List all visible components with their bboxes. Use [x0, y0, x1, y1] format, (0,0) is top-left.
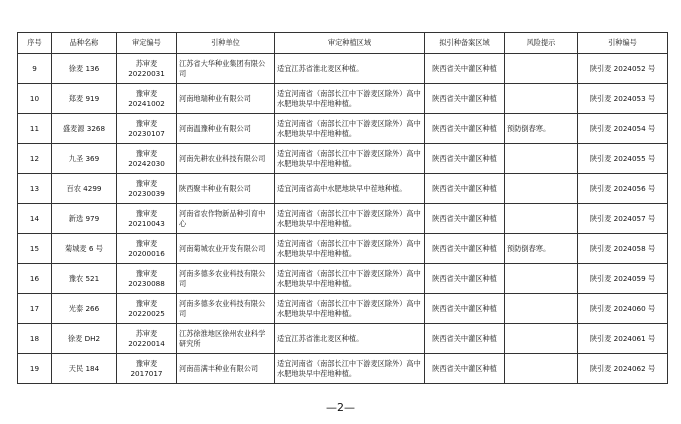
cell-variety: 徐麦 136 — [52, 54, 117, 84]
cell-intro-no: 陕引麦 2024062 号 — [578, 354, 668, 384]
table-row — [18, 144, 668, 174]
header-variety: 品种名称 — [52, 33, 117, 54]
cell-approval-no: 豫审麦 20242030 — [117, 144, 177, 174]
cell-risk — [505, 324, 578, 354]
cell-intro-region: 陕西省关中灌区种植 — [425, 204, 505, 234]
cell-approved-region: 适宜河南省（南部长江中下游麦区除外）高中水肥地块早中茬地种植。 — [275, 234, 425, 264]
variety-table — [17, 32, 668, 384]
cell-intro-no: 陕引麦 2024057 号 — [578, 204, 668, 234]
cell-risk — [505, 54, 578, 84]
cell-variety: 盛麦源 3268 — [52, 114, 117, 144]
cell-intro-unit: 河南地瑞种业有限公司 — [177, 84, 275, 114]
cell-risk — [505, 204, 578, 234]
cell-intro-no: 陕引麦 2024060 号 — [578, 294, 668, 324]
cell-intro-unit: 河南苗满丰种业有限公司 — [177, 354, 275, 384]
page-number: —2— — [326, 401, 355, 414]
cell-index: 14 — [18, 204, 52, 234]
cell-risk — [505, 264, 578, 294]
cell-approved-region: 适宜河南省（南部长江中下游麦区除外）高中水肥地块早中茬地种植。 — [275, 264, 425, 294]
table-row — [18, 54, 668, 84]
cell-intro-no: 陕引麦 2024059 号 — [578, 264, 668, 294]
cell-approved-region: 适宜河南省（南部长江中下游麦区除外）高中水肥地块早中茬地种植。 — [275, 114, 425, 144]
table-row — [18, 114, 668, 144]
table-row — [18, 294, 668, 324]
cell-approved-region: 适宜河南省（南部长江中下游麦区除外）高中水肥地块早中茬地种植。 — [275, 294, 425, 324]
cell-intro-region: 陕西省关中灌区种植 — [425, 264, 505, 294]
cell-index: 15 — [18, 234, 52, 264]
cell-intro-no: 陕引麦 2024054 号 — [578, 114, 668, 144]
cell-variety: 天民 184 — [52, 354, 117, 384]
table-row — [18, 264, 668, 294]
cell-approval-no: 苏审麦 20220031 — [117, 54, 177, 84]
cell-approved-region: 适宜河南省（南部长江中下游麦区除外）高中水肥地块早中茬地种植。 — [275, 84, 425, 114]
cell-intro-unit: 河南先耕农业科技有限公司 — [177, 144, 275, 174]
cell-intro-region: 陕西省关中灌区种植 — [425, 324, 505, 354]
table-row — [18, 84, 668, 114]
cell-intro-no: 陕引麦 2024056 号 — [578, 174, 668, 204]
cell-risk — [505, 144, 578, 174]
cell-intro-unit: 河南多德多农业科技有限公司 — [177, 294, 275, 324]
cell-variety: 光泰 266 — [52, 294, 117, 324]
cell-intro-unit: 河南菊城农业开发有限公司 — [177, 234, 275, 264]
cell-approved-region: 适宜江苏省淮北麦区种植。 — [275, 54, 425, 84]
cell-variety: 豫农 521 — [52, 264, 117, 294]
cell-approval-no: 豫审麦 20241002 — [117, 84, 177, 114]
table-row — [18, 234, 668, 264]
cell-intro-region: 陕西省关中灌区种植 — [425, 354, 505, 384]
table-header-row — [18, 33, 668, 54]
cell-approval-no: 豫审麦 20220025 — [117, 294, 177, 324]
cell-index: 17 — [18, 294, 52, 324]
cell-intro-region: 陕西省关中灌区种植 — [425, 174, 505, 204]
cell-index: 11 — [18, 114, 52, 144]
cell-approved-region: 适宜河南省（南部长江中下游麦区除外）高中水肥地块早中茬地种植。 — [275, 354, 425, 384]
cell-variety: 百农 4299 — [52, 174, 117, 204]
cell-approval-no: 豫审麦 20230039 — [117, 174, 177, 204]
cell-approval-no: 豫审麦 20230107 — [117, 114, 177, 144]
cell-index: 9 — [18, 54, 52, 84]
cell-variety: 新选 979 — [52, 204, 117, 234]
cell-approved-region: 适宜河南省（南部长江中下游麦区除外）高中水肥地块早中茬地种植。 — [275, 144, 425, 174]
cell-intro-unit: 河南多德多农业科技有限公司 — [177, 264, 275, 294]
cell-index: 10 — [18, 84, 52, 114]
cell-approved-region: 适宜河南省高中水肥地块早中茬地种植。 — [275, 174, 425, 204]
cell-index: 18 — [18, 324, 52, 354]
cell-index: 12 — [18, 144, 52, 174]
cell-intro-region: 陕西省关中灌区种植 — [425, 54, 505, 84]
table-row — [18, 324, 668, 354]
cell-approval-no: 豫审麦 20230088 — [117, 264, 177, 294]
cell-variety: 徐麦 DH2 — [52, 324, 117, 354]
cell-risk — [505, 294, 578, 324]
cell-approval-no: 苏审麦 20220014 — [117, 324, 177, 354]
cell-intro-unit: 河南温豫种业有限公司 — [177, 114, 275, 144]
cell-intro-unit: 江苏徐淮地区徐州农业科学研究所 — [177, 324, 275, 354]
header-intro-no: 引种编号 — [578, 33, 668, 54]
cell-intro-region: 陕西省关中灌区种植 — [425, 144, 505, 174]
table-row — [18, 354, 668, 384]
cell-intro-no: 陕引麦 2024055 号 — [578, 144, 668, 174]
table-body — [18, 54, 668, 384]
cell-risk: 预防倒春寒。 — [505, 114, 578, 144]
cell-approval-no: 豫审麦 2017017 — [117, 354, 177, 384]
cell-intro-region: 陕西省关中灌区种植 — [425, 114, 505, 144]
cell-intro-unit: 河南省农作物新品种引育中心 — [177, 204, 275, 234]
cell-approved-region: 适宜河南省（南部长江中下游麦区除外）高中水肥地块早中茬地种植。 — [275, 204, 425, 234]
cell-intro-no: 陕引麦 2024061 号 — [578, 324, 668, 354]
header-intro-unit: 引种单位 — [177, 33, 275, 54]
cell-intro-no: 陕引麦 2024053 号 — [578, 84, 668, 114]
cell-variety: 郑麦 919 — [52, 84, 117, 114]
cell-risk: 预防倒春寒。 — [505, 234, 578, 264]
cell-intro-region: 陕西省关中灌区种植 — [425, 294, 505, 324]
cell-variety: 菊城麦 6 号 — [52, 234, 117, 264]
table-row — [18, 204, 668, 234]
cell-risk — [505, 354, 578, 384]
header-risk: 风险提示 — [505, 33, 578, 54]
cell-intro-region: 陕西省关中灌区种植 — [425, 234, 505, 264]
table-row — [18, 174, 668, 204]
cell-index: 16 — [18, 264, 52, 294]
cell-risk — [505, 84, 578, 114]
cell-index: 13 — [18, 174, 52, 204]
cell-intro-unit: 陕西聚丰种业有限公司 — [177, 174, 275, 204]
cell-intro-region: 陕西省关中灌区种植 — [425, 84, 505, 114]
cell-intro-no: 陕引麦 2024052 号 — [578, 54, 668, 84]
cell-risk — [505, 174, 578, 204]
cell-intro-no: 陕引麦 2024058 号 — [578, 234, 668, 264]
cell-approval-no: 豫审麦 20210043 — [117, 204, 177, 234]
header-approval-no: 审定编号 — [117, 33, 177, 54]
cell-variety: 九圣 369 — [52, 144, 117, 174]
cell-index: 19 — [18, 354, 52, 384]
header-approved-region: 审定种植区域 — [275, 33, 425, 54]
header-index: 序号 — [18, 33, 52, 54]
cell-approval-no: 豫审麦 20200016 — [117, 234, 177, 264]
cell-intro-unit: 江苏省大华种业集团有限公司 — [177, 54, 275, 84]
header-intro-region: 拟引种备案区域 — [425, 33, 505, 54]
cell-approved-region: 适宜江苏省淮北麦区种植。 — [275, 324, 425, 354]
